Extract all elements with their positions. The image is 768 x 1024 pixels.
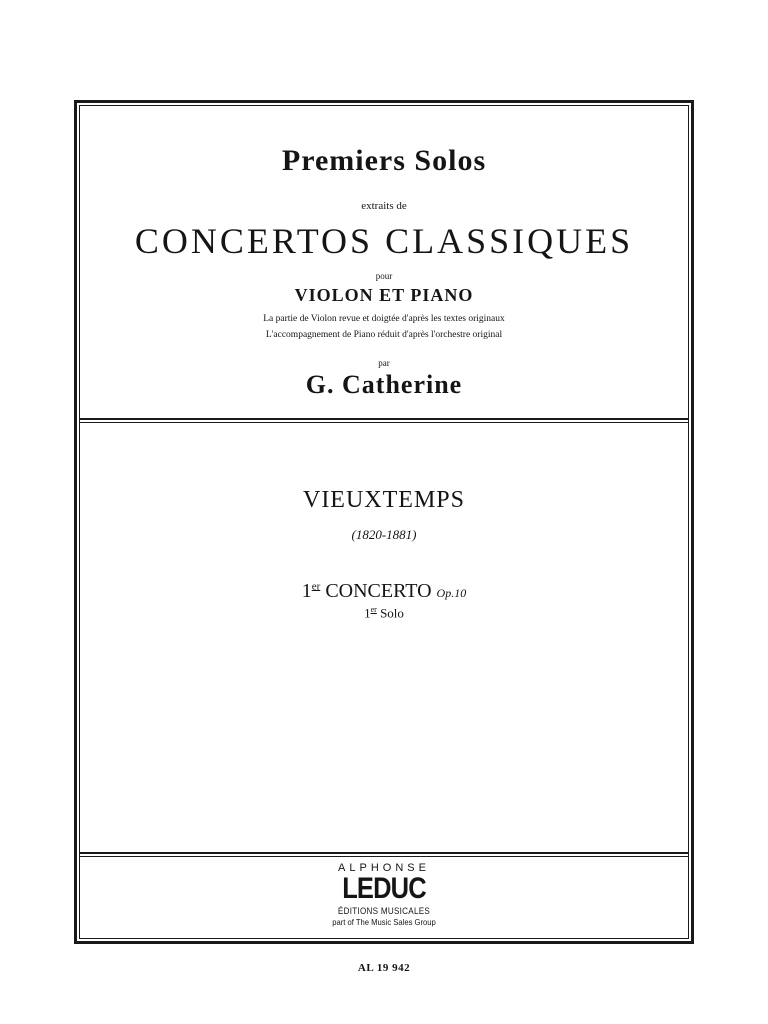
publisher-subtitle: ÉDITIONS MUSICALES xyxy=(337,906,431,916)
movement-number: 1 xyxy=(364,605,371,621)
publisher-logo-top: ALPHONSE xyxy=(338,862,430,874)
opus-number: Op.10 xyxy=(436,586,467,600)
work-number: 1 xyxy=(301,580,312,602)
publisher-group: part of The Music Sales Group xyxy=(332,917,436,927)
header-divider xyxy=(79,418,689,420)
footer-divider-thin xyxy=(79,856,689,857)
catalog-number: AL 19 942 xyxy=(357,962,411,974)
header-divider-thin xyxy=(79,422,689,423)
collection-title: CONCERTOS CLASSIQUES xyxy=(134,221,634,261)
series-title: Premiers Solos xyxy=(281,144,487,177)
footer-divider xyxy=(79,852,689,854)
par-label: par xyxy=(378,358,390,368)
composer-name: VIEUXTEMPS xyxy=(302,487,465,513)
work-name: CONCERTO xyxy=(325,580,432,602)
movement-title xyxy=(79,605,689,621)
violin-note: La partie de Violon revue et doigtée d'après les textes originaux xyxy=(263,314,505,324)
work-number-suffix: er xyxy=(311,580,321,593)
extraits-label: extraits de xyxy=(361,200,407,212)
movement-suffix: er xyxy=(370,605,377,614)
instrumentation: VIOLON ET PIANO xyxy=(294,285,474,305)
publisher-logo: LEDUC xyxy=(342,872,426,905)
movement-name: Solo xyxy=(380,605,404,621)
composer-dates: (1820-1881) xyxy=(351,527,417,542)
arranger-name: G. Catherine xyxy=(305,370,463,399)
piano-note: L'accompagnement de Piano réduit d'après l'orchestre original xyxy=(265,330,503,340)
work-title xyxy=(79,580,689,603)
pour-label: pour xyxy=(375,271,393,281)
